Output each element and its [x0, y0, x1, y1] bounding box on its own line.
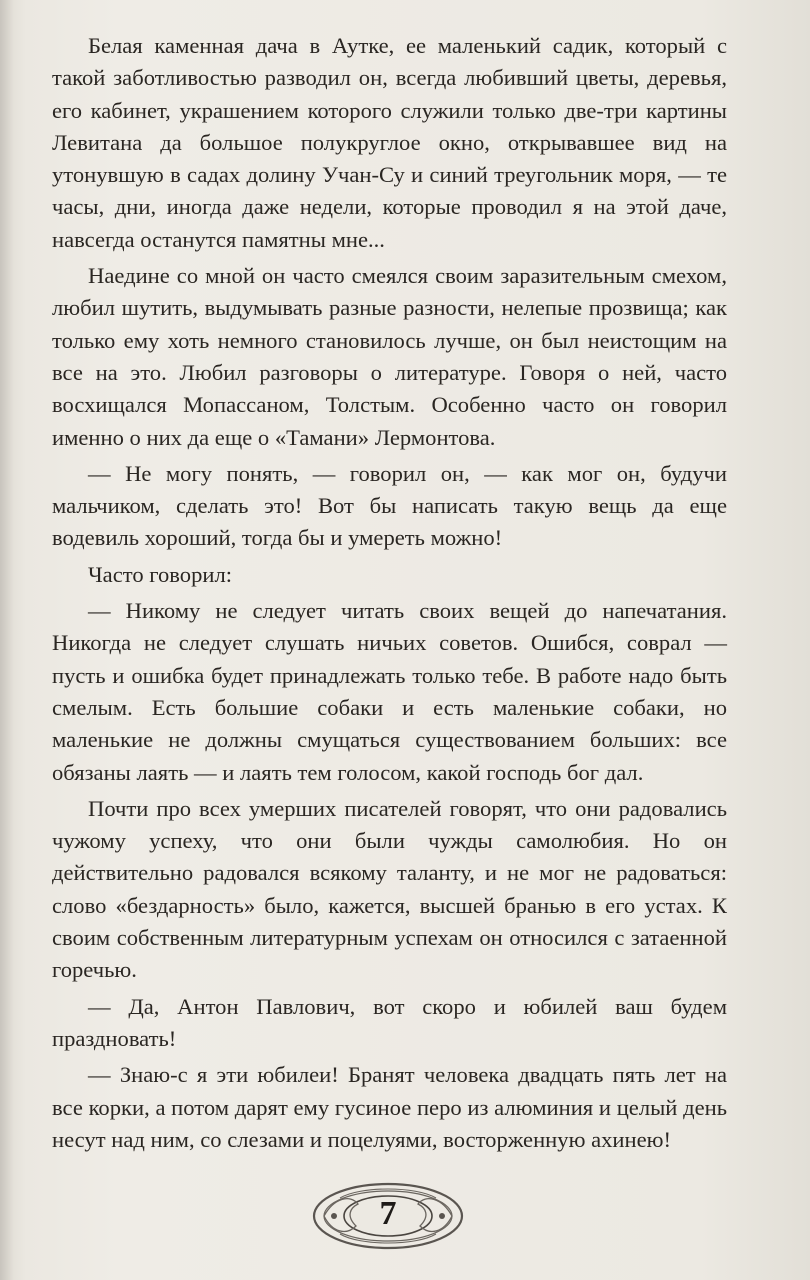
paragraph-3: — Не могу понять, — говорил он, — как мог он, будучи мальчиком, сделать это! Вот бы написать такую вещь да еще водевиль хороший, тогда бы и умереть можно!	[52, 460, 727, 551]
paragraph-1: Белая каменная дача в Аутке, ее маленький садик, который с такой заботливостью разводил он, всегда любивший цветы, деревья, его кабинет, украшением которого служили только две-три картины Левитана да большое полукруглое окно, открывавшее вид на утонувшую в садах долину Учан-Су и синий треугольник моря, — те часы, дни, иногда даже недели, которые проводил я на этой даче, навсегда останутся памятны мне...	[52, 33, 727, 252]
paragraph-2: Наедине со мной он часто смеялся своим заразительным смехом, любил шутить, выдумывать разные разности, нелепые прозвища; как только ему хоть немного становилось лучше, он был неистощим на все на это. Любил разговоры о литературе. Говоря о ней, часто восхищался Мопассаном, Толстым. Особенно часто он говорил именно о них да еще о «Тамани» Лермонтова.	[52, 263, 727, 450]
body-text	[52, 30, 727, 1160]
paragraph-5: — Никому не следует читать своих вещей до напечатания. Никогда не следует слушать ничьих советов. Ошибся, соврал — пусть и ошибка будет принадлежать только тебе. В работе надо быть смелым. Есть большие собаки и есть маленькие собаки, но маленькие не должны смущаться существованием больших: все обязаны лаять — и лаять тем голосом, какой господь бог дал.	[52, 598, 727, 785]
paragraph-4: Часто говорил:	[88, 561, 233, 587]
paragraph-8: — Знаю-с я эти юбилеи! Бранят человека двадцать пять лет на все корки, а потом дарят ему гусиное перо из алюминия и целый день несут над ним, со слезами и поцелуями, восторженную ахинею!	[52, 1062, 727, 1152]
paragraph-7: — Да, Антон Павлович, вот скоро и юбилей ваш будем праздновать!	[52, 993, 727, 1051]
spine-shadow	[0, 0, 14, 1280]
page-number: 7	[379, 1195, 397, 1232]
paragraph-6: Почти про всех умерших писателей говорят, что они радовались чужому успеху, что они были чужды самолюбия. Но он действительно радовался всякому таланту, и не мог не радоваться: слово «бездарность» было, кажется, высшей бранью в его устах. К своим собственным литературным успехам он относился с затаенной горечью.	[52, 795, 727, 983]
